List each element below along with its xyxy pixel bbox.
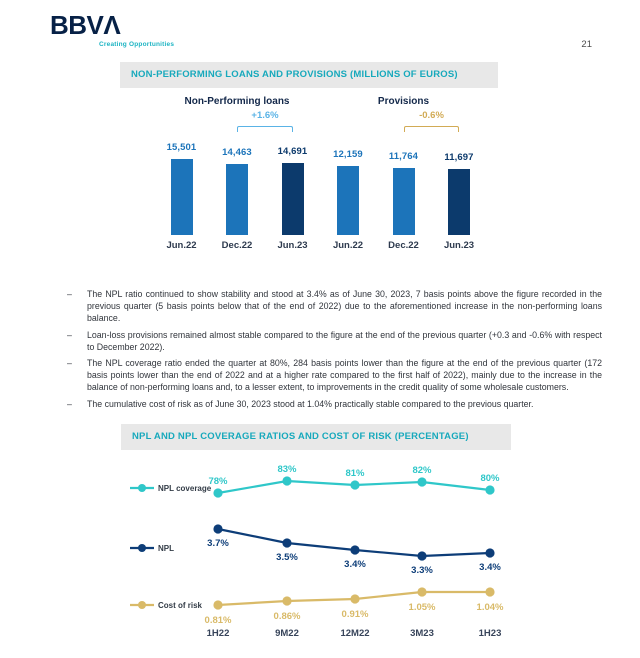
npl-value-label: 3.3% [411,565,433,576]
bar-value-label: 14,463 [222,147,252,158]
commentary-list [66,288,602,414]
bar-value-label: 11,764 [388,151,419,162]
brand-tagline: Creating Opportunities [99,41,175,48]
commentary-item: – The NPL coverage ratio ended the quarter at 80%, 284 basis points lower than the figure at the end of the previous quarter (172 basis points lower than the end of 2022 and at a higher rate compared to the first half of 2022), mainly due to the increase in the balance of non-performing loans and, to a lesser extent, to improvements in the credit quality of some wholesale customers. [66,357,602,394]
x-axis-label: 1H22 [206,628,230,639]
x-axis-label: 3M23 [410,628,434,639]
bar-axis-label: Jun.23 [443,240,475,251]
cost-of-risk-point [282,596,291,605]
bar-axis-label: Jun.22 [332,240,364,251]
cost-of-risk-series [130,587,504,626]
x-axis-label: 9M22 [275,628,299,639]
npl-coverage-point [213,488,222,497]
legend-marker [138,601,146,609]
bar-axis-label: Dec.22 [221,240,253,251]
bbva-logo: BBVΛ [50,10,121,40]
npl-coverage-point [485,485,494,494]
bar-provisions-jun23 [448,169,470,235]
x-axis-label: 1H23 [478,628,502,639]
group-header-provisions: Provisions [377,96,430,107]
npl-point [350,545,359,554]
cost-of-risk-value-label: 1.04% [476,602,504,613]
bar-value-label: 15,501 [166,142,197,153]
commentary-item: – Loan-loss provisions remained almost stable compared to the figure at the end of the previous quarter (+0.3 and -0.6% with respect to December 2022). [66,329,602,353]
cost-of-risk-point [350,594,359,603]
npl-coverage-series [130,464,500,498]
npl-point [213,524,222,533]
bar-npl-dec22 [226,164,248,235]
bar-npl-jun22 [171,159,193,235]
legend-label: Cost of risk [158,601,203,610]
group-header-npl: Non-Performing loans [184,96,290,107]
page-number: 21 [581,39,592,50]
bar-value-label: 11,697 [444,152,474,163]
npl-value-label: 3.4% [344,559,366,570]
legend-marker [138,484,146,492]
legend-label: NPL coverage [158,484,212,493]
cost-of-risk-point [417,587,426,596]
provisions-change-annotation: -0.6% [419,110,444,121]
npl-coverage-value-label: 80% [480,473,500,484]
npl-change-annotation: +1.6% [251,110,279,121]
npl-point [417,551,426,560]
cost-of-risk-value-label: 0.91% [341,609,369,620]
legend-marker [138,544,146,552]
line-chart-title: NPL AND NPL COVERAGE RATIOS AND COST OF RISK (PERCENTAGE) [121,424,511,450]
bar-value-label: 12,159 [333,149,363,160]
npl-coverage-point [350,480,359,489]
bar-axis-label: Jun.23 [277,240,308,251]
legend-label: NPL [158,544,174,553]
npl-value-label: 3.4% [479,562,501,573]
bar-value-label: 14,691 [277,146,308,157]
npl-value-label: 3.7% [207,538,229,549]
npl-point [282,538,291,547]
commentary-item: – The cumulative cost of risk as of June 30, 2023 stood at 1.04% practically stable compared to the previous quarter. [66,398,602,410]
bar-axis-label: Jun.22 [166,240,197,251]
npl-coverage-point [417,477,426,486]
bar-provisions-jun22 [337,166,359,235]
npl-series [130,524,501,576]
npl-coverage-value-label: 83% [277,464,297,475]
provisions-change-bracket [404,126,460,132]
commentary-item: – The NPL ratio continued to show stability and stood at 3.4% as of June 30, 2023, 7 basis points above the figure recorded in the previous quarter (5 basis points below that of the end of 2022) due to the aforementioned increase in the non-performing loans balance. [66,288,602,325]
npl-coverage-value-label: 78% [208,476,228,487]
cost-of-risk-point [213,600,222,609]
line-chart [120,452,520,652]
cost-of-risk-value-label: 1.05% [408,602,436,613]
npl-value-label: 3.5% [276,552,298,563]
cost-of-risk-value-label: 0.81% [204,615,232,626]
npl-point [485,548,494,557]
bar-provisions-dec22 [393,168,415,235]
cost-of-risk-value-label: 0.86% [273,611,301,622]
npl-coverage-value-label: 81% [345,468,365,479]
bar-chart-title: NON-PERFORMING LOANS AND PROVISIONS (MILLIONS OF EUROS) [120,62,498,88]
npl-change-bracket [237,126,293,132]
bar-axis-label: Dec.22 [388,240,419,251]
x-axis-label: 12M22 [340,628,370,639]
cost-of-risk-point [485,587,494,596]
npl-coverage-point [282,476,291,485]
npl-coverage-value-label: 82% [412,465,432,476]
bar-npl-jun23 [282,163,304,235]
